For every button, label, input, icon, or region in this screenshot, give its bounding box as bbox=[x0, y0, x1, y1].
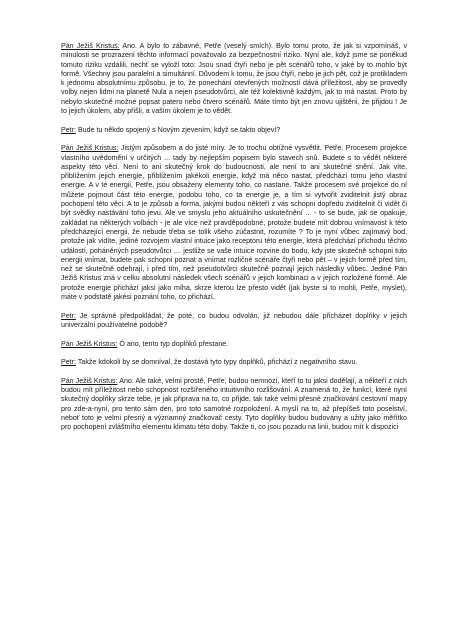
speaker-label: Pán Ježiš Kristus: bbox=[61, 144, 119, 153]
paragraph-3 bbox=[61, 144, 407, 302]
paragraph-text: Bude tu někdo spojený s Novým zjevením, když se takto objeví? bbox=[75, 125, 281, 134]
speaker-label: Pán Ježiš Kristus: bbox=[61, 339, 118, 348]
speaker-label: Petr: bbox=[61, 358, 76, 367]
paragraph-text: Ano. Ale také, velmi prostě, Petře, budou nemnozí, kteří to tu jaksi dodělají, a někteří z nich budou mít příležitost nebo schopnost rozšířeného intuitivního rozlišování. A znamená to, že funkcí, které nyní skutečný doplňky skrze tebe, je jak připrava na to, co přijde, tak také velmi přesné značkování cestovní mapy pro zde-a-nyní, pro tento sám den, pro toto samotné rozpoložení. A myslí na to, až přepíšeš toto poselství, neboť toto je velmi přesný a významný značkovač cesty. Tyto doplňky budou budovány a užity jako měřítko pro pochopení zvláštního elementu klimatu této doby. Takže ti, co jsou pozadu na linii, budou mít k dispozici bbox=[61, 376, 407, 432]
paragraph-6 bbox=[61, 358, 407, 367]
paragraph-1 bbox=[61, 42, 407, 116]
speaker-label: Petr: bbox=[61, 311, 76, 320]
paragraph-text: Ano. A bylo to zábavné, Petře (veselý smích). Bylo tomu proto, že jak si vzpomínáš, v minulosti se prozrazení těchto informací považovalo za bezpečnostní riziko. Nyní ale, když jsme se poněkud tomuto riziku vzdálili, nechť se vyloží toto: Jsou snad čtyři nebo je pět scénářů toho, v jaké by to mohlo být formě. Všechny jsou paralelní a simultánní. Důvodem k tomu, že jsou čtyři, nebo je jich pět, což je protikladem k jednomu absolutnímu způsobu, je to, že ponechání otevřených možností dává příležitost, aby se provedly volby nejen lidmi na planetě Nula a nejen pseudotvůrci, ale též kolektivně každým, jak to má nastat. Proto by nebylo skutečně možné popsat patero nebo čtvero scénářů. Máte tímto být jen znovu ujištěni, že přijdou ! Je to jejich úkolem, aby přišli, a vaším úkolem je to vědět. bbox=[61, 42, 407, 116]
paragraph-text: Je správné předpokládat, že poté, co budou odvolán, již nebudou dále přicházet doplňky v jejich univerzální používatelné podobě? bbox=[61, 311, 407, 329]
paragraph-text: Jistým způsobem a do jisté míry. Je to trochu obtížné vysvětlit, Petře. Procesem projekce vlastního uvědomění v určitých ... tady by nejlepším popisem bylo stavech snů. Budete s to vědět některé aspekty této věci. Není to ani skutečný krok do budoucnosti, ale není to ani skutečné snění. Jak víte, přiblížením jejich energie, přiblížením jakékoli energie, když má něco nastat, předchází tomu jeho vlastní energie. A v té energii, Petře, jsou obsaženy elementy toho, co nastane. Takže procesem své projekce do ní můžete pojmout část této energie, podobu toho, co ta energie je, a tím si vytvořit zviditelnit jistý obraz pochopení této věci. A to je způsob a forma, jakými budou někteří z vás schopni dopředu zviditelnit či vidět či být svědky nastávání toho jevu. Ale ve smyslu jeho aktuálního uskutečnění ... - to se bude, jak se opakuje, zakládat na některých volbách - je ale více než pravděpodobné, protože budete mít dobrou vnímavost k této předcházející energii, že nebude třeba se tolik všeho zúčastnit, rozumíte ? To je nyní vůbec zajímavý bod, protože jak vidíte, jediné rozvojem vlastní intuice jako receptoru této energie, která předchází příchodu těchto událostí, poháněných pseudotvůrci .... jestliže se vaše intuice rozvine do bodu, kdy jste skutečně schopni tuto energii vnímat, budete pak schopni poznat a vnímat rozličné scénáře čtyři nebo pět – v jejich formě před tím, než se skutečně odehrají, i před tím, než pseudotvůrci skutečně poznají jejich následky vůbec. Jediné Pán Ježiš Kristus zná v celku absolutní následek všech scénářů v jejich kombinaci a v jejich rozložené formě. Ale protože energie přichází jaksi jako míha, skrze kterou lze přesto vidět (jak byste si to mohli, Petře, myslet), máte v podstatě jakési poznání toho, co přichází. bbox=[61, 144, 407, 302]
paragraph-7 bbox=[61, 377, 407, 433]
paragraph-text: Takže kdokoli by se domníval, že dostává tyto typy doplňků, přichází z negativního stavu. bbox=[75, 358, 358, 367]
paragraph-text: Ó ano, tento typ doplňků přestane. bbox=[117, 339, 229, 348]
paragraph-4 bbox=[61, 312, 407, 331]
speaker-label: Pán Ježiš Kristus: bbox=[61, 42, 120, 50]
document-body bbox=[61, 42, 407, 442]
paragraph-2 bbox=[61, 126, 407, 135]
speaker-label: Pán Ježiš Kristus: bbox=[61, 376, 118, 385]
paragraph-5 bbox=[61, 340, 407, 349]
speaker-label: Petr: bbox=[61, 125, 76, 134]
